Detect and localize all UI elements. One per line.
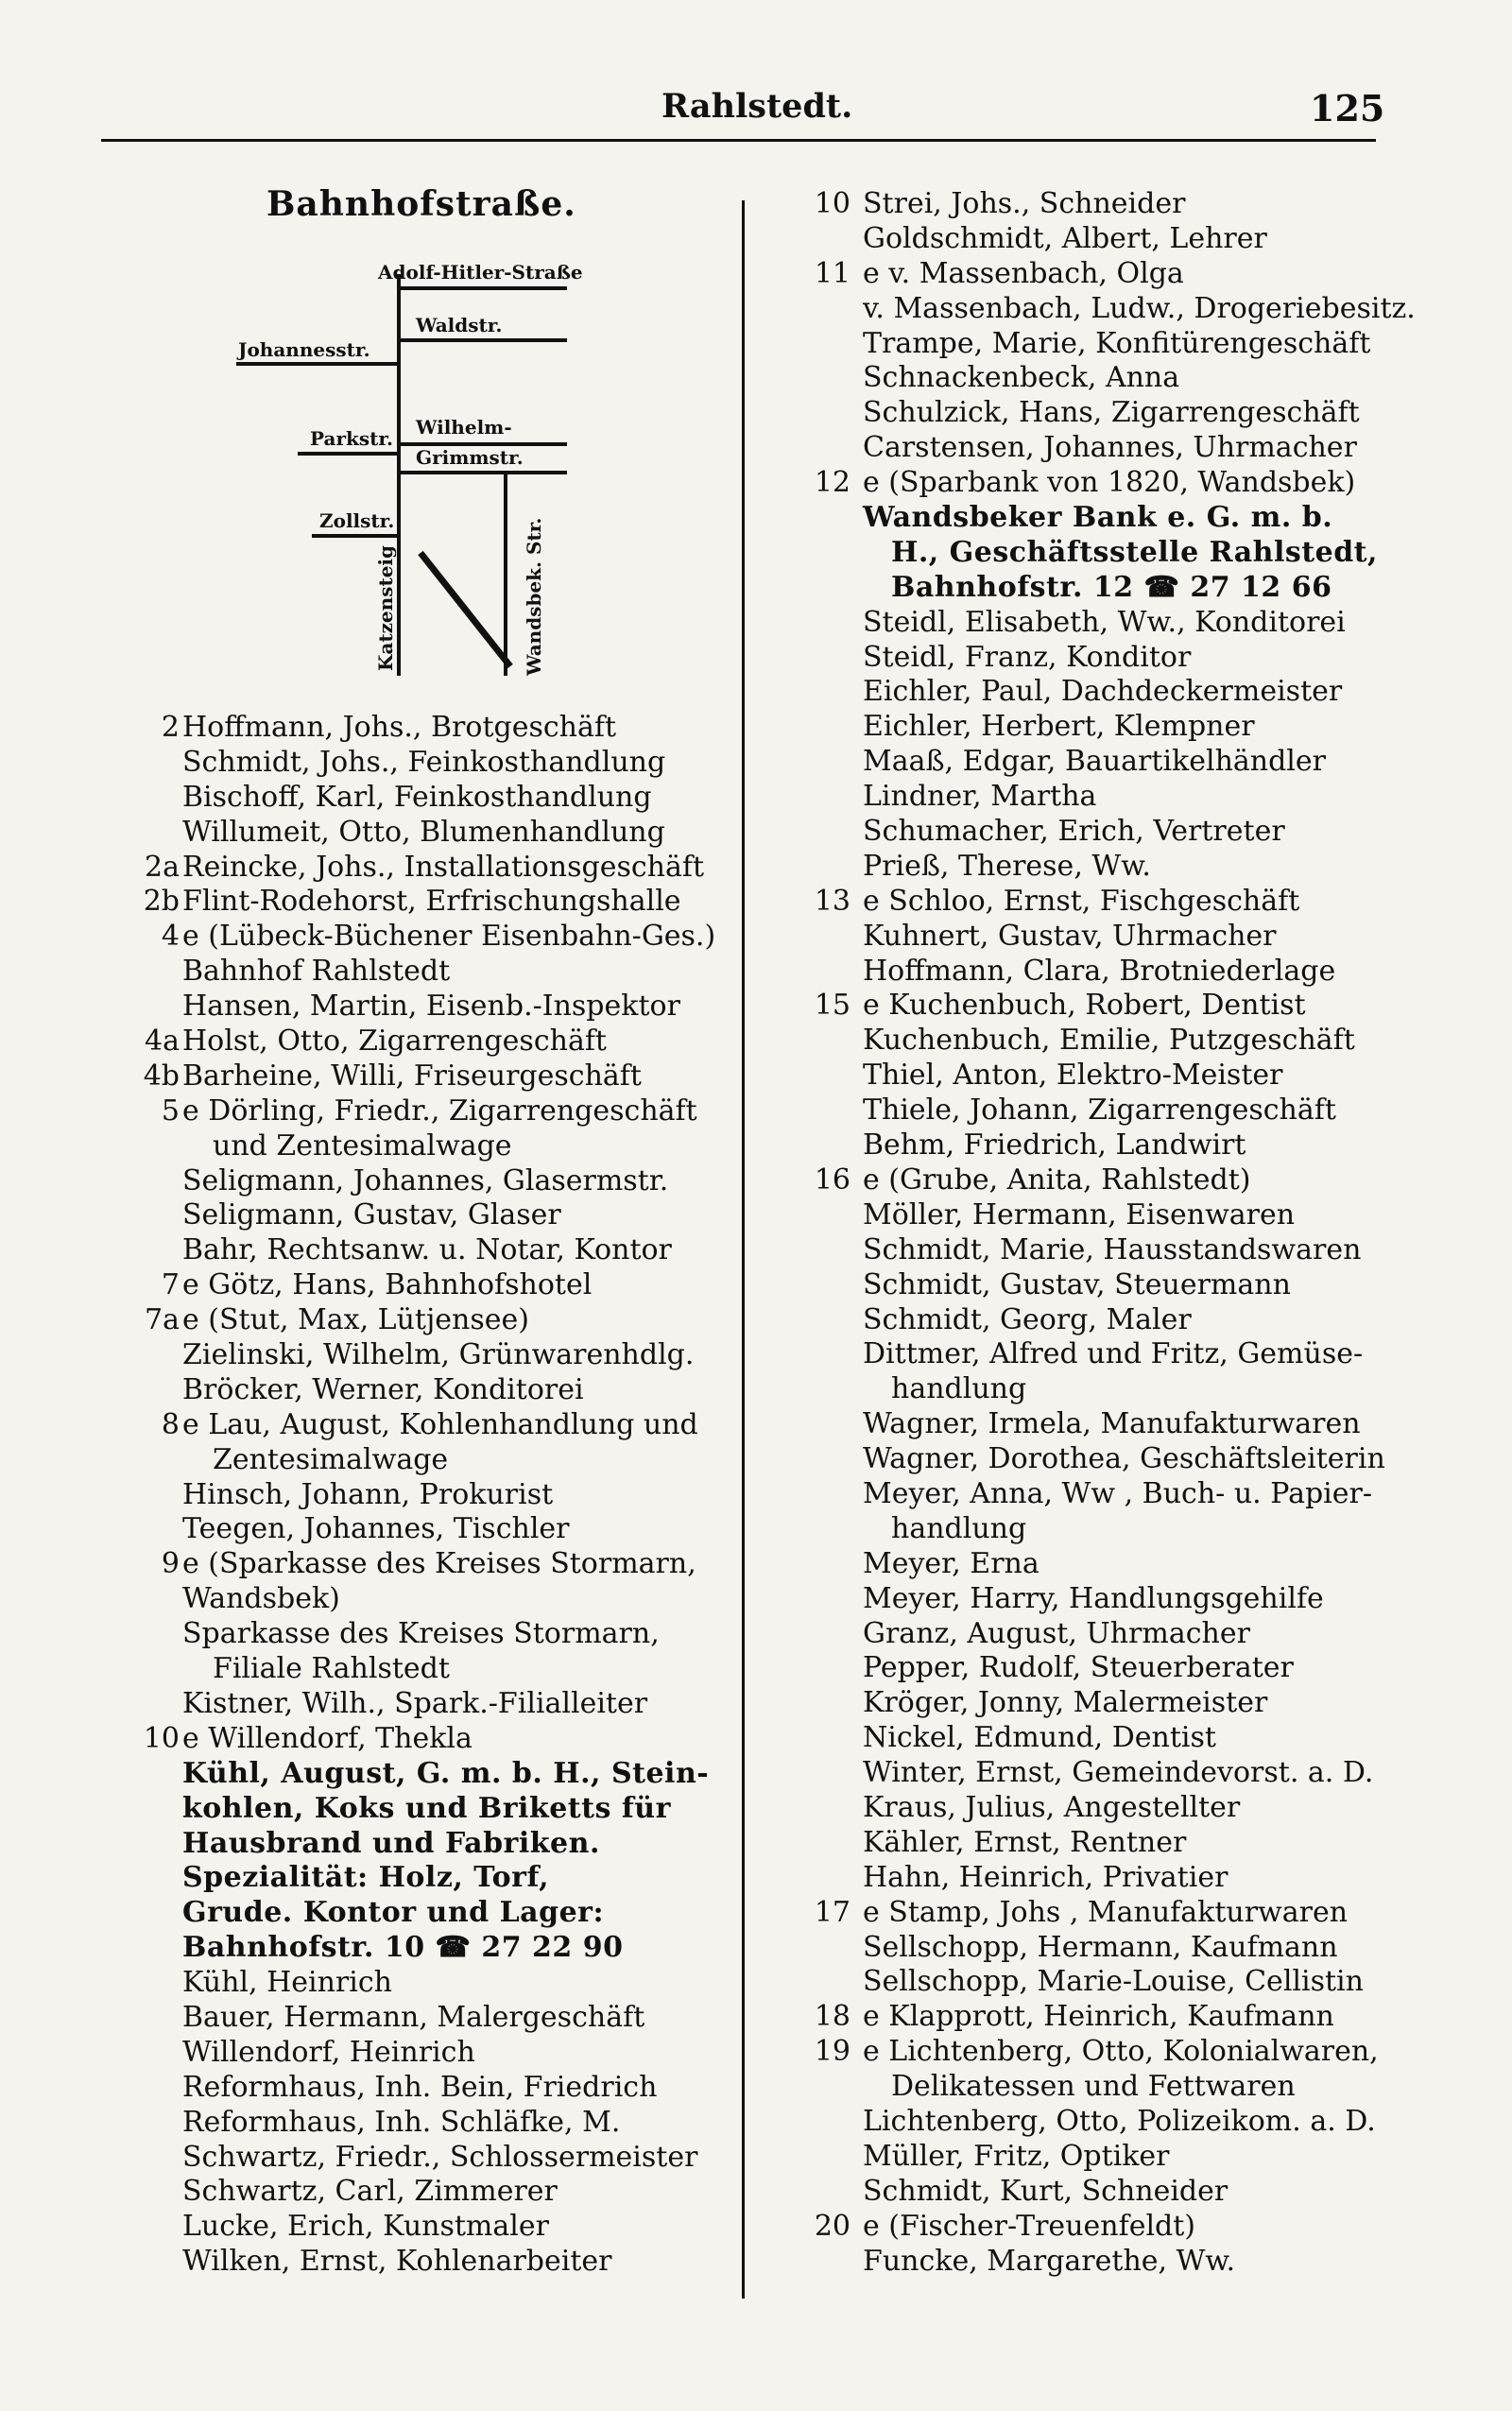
directory-entry (756, 222, 1436, 257)
entry-text: Nickel, Edmund, Dentist (863, 1721, 1216, 1755)
directory-entry (0, 1792, 742, 1827)
directory-entry (0, 816, 742, 851)
entry-text: e (Grube, Anita, Rahlstedt) (863, 1162, 1251, 1197)
entry-text: Filiale Rahlstedt (213, 1652, 450, 1686)
street-map (236, 241, 633, 685)
right-column (756, 187, 1436, 2279)
map-label-wandsbek: Wandsbek. Str. (523, 517, 545, 676)
directory-entry (756, 1582, 1436, 1617)
directory-entry (0, 1268, 742, 1303)
house-number: 20 (814, 2209, 850, 2243)
directory-entry (0, 1303, 742, 1338)
map-label-zollstr: Zollstr. (319, 509, 395, 532)
entry-text: e Lichtenberg, Otto, Kolonialwaren, (863, 2035, 1379, 2069)
entry-text: H., Geschäftsstelle Rahlstedt, (891, 535, 1378, 569)
entry-text: Winter, Ernst, Gemeindevorst. a. D. (863, 1756, 1374, 1790)
entry-text: e Willendorf, Thekla (182, 1721, 472, 1755)
directory-entry (756, 1024, 1436, 1059)
entry-text: Flint-Rodehorst, Erfrischungshalle (182, 885, 681, 919)
directory-entry (0, 920, 742, 955)
directory-entry (756, 606, 1436, 641)
entry-text: Thiele, Johann, Zigarrengeschäft (863, 1094, 1336, 1128)
directory-entry (756, 361, 1436, 396)
directory-entry (756, 1931, 1436, 1966)
map-label-adolf: Adolf-Hitler-Straße (378, 261, 583, 284)
directory-entry (0, 1164, 742, 1199)
entry-text: Willendorf, Heinrich (182, 2035, 475, 2069)
directory-entry (0, 2106, 742, 2141)
directory-entry (756, 1372, 1436, 1407)
entry-text: Zielinski, Wilhelm, Grünwarenhdlg. (182, 1338, 695, 1372)
entry-text: Kröger, Jonny, Malermeister (863, 1686, 1268, 1720)
directory-entry (0, 1931, 742, 1966)
directory-entry (756, 885, 1436, 920)
map-label-grimmstr: Grimmstr. (416, 446, 524, 469)
house-number: 4a (145, 1025, 180, 1059)
directory-entry (756, 396, 1436, 431)
directory-entry (0, 1233, 742, 1268)
entry-text: Schmidt, Johs., Feinkosthandlung (182, 745, 666, 779)
entry-text: handlung (891, 1511, 1027, 1545)
entry-text: Zentesimalwage (213, 1442, 449, 1476)
entry-text: Hansen, Martin, Eisenb.-Inspektor (182, 990, 680, 1024)
directory-entry (756, 1059, 1436, 1094)
entry-text: Dittmer, Alfred und Fritz, Gemüse- (863, 1337, 1364, 1371)
entry-text: Kühl, August, G. m. b. H., Stein- (182, 1756, 710, 1790)
directory-entry (756, 292, 1436, 327)
directory-entry (0, 885, 742, 920)
directory-entry (0, 1757, 742, 1792)
entry-text: Kraus, Julius, Angestellter (863, 1790, 1241, 1824)
entry-text: Thiel, Anton, Elektro-Meister (863, 1059, 1283, 1093)
directory-entry (756, 1128, 1436, 1163)
directory-entry (756, 536, 1436, 571)
entry-text: Hoffmann, Clara, Brotniederlage (863, 954, 1336, 988)
entry-text: Pepper, Rudolf, Steuerberater (863, 1651, 1294, 1685)
directory-entry (756, 2000, 1436, 2035)
entry-text: Meyer, Erna (863, 1546, 1040, 1580)
entry-text: und Zentesimalwage (213, 1128, 512, 1162)
directory-entry (756, 1198, 1436, 1233)
entry-text: e Götz, Hans, Bahnhofshotel (182, 1268, 593, 1302)
entry-text: Bahnhof Rahlstedt (182, 955, 451, 989)
entry-text: Reformhaus, Inh. Bein, Friedrich (182, 2070, 658, 2104)
entry-text: Schwartz, Carl, Zimmerer (182, 2175, 558, 2209)
house-number: 2b (143, 885, 180, 919)
entry-text: Eichler, Paul, Dachdeckermeister (863, 675, 1343, 709)
street-title: Bahnhofstraße. (266, 184, 576, 224)
directory-entry (0, 955, 742, 990)
directory-entry (756, 2175, 1436, 2210)
directory-entry (756, 2070, 1436, 2105)
directory-entry (756, 675, 1436, 710)
entry-text: e Klapprott, Heinrich, Kaufmann (863, 2000, 1334, 2034)
entry-text: Kähler, Ernst, Rentner (863, 1825, 1187, 1859)
entry-text: Eichler, Herbert, Klempner (863, 710, 1255, 744)
directory-entry (756, 1547, 1436, 1582)
directory-entry (756, 257, 1436, 292)
house-number: 2 (161, 711, 180, 744)
directory-entry (0, 1966, 742, 2001)
directory-entry (756, 1756, 1436, 1791)
entry-text: e Stamp, Johs , Manufakturwaren (863, 1895, 1349, 1929)
header-title: Rahlstedt. (662, 87, 853, 126)
directory-entry (0, 990, 742, 1025)
entry-text: Teegen, Johannes, Tischler (182, 1512, 570, 1546)
entry-text: Meyer, Harry, Handlungsgehilfe (863, 1581, 1324, 1615)
directory-entry (0, 746, 742, 781)
entry-text: e v. Massenbach, Olga (863, 256, 1184, 290)
entry-text: handlung (891, 1372, 1027, 1406)
directory-entry (0, 1478, 742, 1513)
house-number: 7a (145, 1303, 180, 1337)
entry-text: Holst, Otto, Zigarrengeschäft (182, 1025, 607, 1059)
directory-entry (756, 745, 1436, 780)
entry-text: Bahnhofstr. 10 ☎ 27 22 90 (182, 1931, 624, 1965)
entry-text: Steidl, Franz, Konditor (863, 640, 1192, 674)
directory-entry (0, 1582, 742, 1617)
entry-text: Prieß, Therese, Ww. (863, 849, 1151, 883)
entry-text: Trampe, Marie, Konfitürengeschäft (863, 326, 1371, 360)
directory-entry (0, 1722, 742, 1757)
entry-text: Sparkasse des Kreises Stormarn, (182, 1617, 660, 1651)
entry-text: Möller, Hermann, Eisenwaren (863, 1197, 1296, 1231)
directory-entry (0, 711, 742, 746)
directory-entry (756, 1303, 1436, 1338)
entry-text: e (Sparkasse des Kreises Stormarn, (182, 1547, 696, 1581)
directory-entry (0, 1861, 742, 1896)
page-number: 125 (1310, 87, 1385, 129)
directory-entry (756, 1965, 1436, 2000)
house-number: 4b (143, 1059, 180, 1093)
entry-text: Spezialität: Holz, Torf, (182, 1861, 550, 1895)
directory-entry (756, 815, 1436, 850)
house-number: 18 (814, 2000, 850, 2034)
directory-entry (756, 955, 1436, 990)
entry-text: Kühl, Heinrich (182, 1966, 392, 2000)
directory-entry (756, 710, 1436, 745)
entry-text: Sellschopp, Hermann, Kaufmann (863, 1930, 1338, 1964)
entry-text: e Dörling, Friedr., Zigarrengeschäft (182, 1094, 697, 1128)
entry-text: Schmidt, Kurt, Schneider (863, 2174, 1228, 2208)
entry-text: e (Fischer-Treuenfeldt) (863, 2209, 1196, 2243)
entry-text: e (Stut, Max, Lütjensee) (182, 1303, 529, 1337)
entry-text: Delikatessen und Fettwaren (891, 2070, 1296, 2104)
entry-text: Wandsbek) (182, 1582, 340, 1616)
directory-entry (0, 1129, 742, 1164)
house-number: 15 (814, 989, 850, 1023)
entry-text: v. Massenbach, Ludw., Drogeriebesitz. (863, 291, 1416, 325)
directory-entry (756, 2210, 1436, 2245)
entry-text: Schmidt, Georg, Maler (863, 1302, 1192, 1336)
entry-text: Goldschmidt, Albert, Lehrer (863, 221, 1267, 255)
entry-text: Bröcker, Werner, Konditorei (182, 1372, 584, 1406)
map-label-johannesstr: Johannesstr. (238, 338, 370, 361)
directory-entry (756, 2105, 1436, 2140)
map-label-parkstr: Parkstr. (310, 427, 394, 450)
entry-text: Kuhnert, Gustav, Uhrmacher (863, 919, 1277, 953)
entry-text: Schmidt, Gustav, Steuermann (863, 1267, 1291, 1301)
entry-text: Strei, Johs., Schneider (863, 187, 1186, 220)
directory-entry (0, 781, 742, 816)
house-number: 12 (814, 466, 850, 500)
entry-text: Reformhaus, Inh. Schläfke, M. (182, 2105, 621, 2139)
directory-entry (756, 187, 1436, 222)
house-number: 13 (814, 884, 850, 918)
entry-text: Funcke, Margarethe, Ww. (863, 2244, 1236, 2278)
entry-text: e (Sparbank von 1820, Wandsbek) (863, 466, 1356, 500)
entry-text: Lucke, Erich, Kunstmaler (182, 2210, 549, 2244)
directory-entry (0, 1896, 742, 1931)
entry-text: Bahr, Rechtsanw. u. Notar, Kontor (182, 1233, 672, 1267)
map-label-katzensteig: Katzensteig (374, 544, 397, 671)
directory-entry (756, 466, 1436, 501)
directory-entry (756, 1617, 1436, 1652)
entry-text: e Lau, August, Kohlenhandlung und (182, 1407, 698, 1441)
house-number: 8 (161, 1407, 180, 1441)
directory-entry (0, 1094, 742, 1129)
directory-entry (756, 501, 1436, 536)
directory-entry (756, 1337, 1436, 1372)
entry-text: Lindner, Martha (863, 780, 1097, 814)
directory-entry (756, 2035, 1436, 2070)
entry-text: Seligmann, Johannes, Glasermstr. (182, 1163, 669, 1197)
entry-text: Schumacher, Erich, Vertreter (863, 815, 1285, 849)
directory-entry (0, 1687, 742, 1722)
house-number: 9 (161, 1547, 180, 1581)
entry-text: Schwartz, Friedr., Schlossermeister (182, 2140, 698, 2174)
house-number: 19 (814, 2035, 850, 2069)
directory-entry (0, 1408, 742, 1443)
entry-text: Reincke, Johs., Installationsgeschäft (182, 850, 705, 884)
entry-text: Steidl, Elisabeth, Ww., Konditorei (863, 605, 1346, 639)
entry-text: Carstensen, Johannes, Uhrmacher (863, 431, 1357, 465)
column-divider (742, 200, 745, 2299)
directory-entry (756, 920, 1436, 955)
map-road-diagonal (421, 553, 510, 666)
entry-text: Meyer, Anna, Ww , Buch- u. Papier- (863, 1476, 1372, 1510)
directory-entry (756, 1407, 1436, 1442)
entry-text: Sellschopp, Marie-Louise, Cellistin (863, 1965, 1364, 1999)
directory-entry (756, 1861, 1436, 1896)
directory-entry (756, 1896, 1436, 1931)
left-column (0, 711, 742, 2280)
entry-text: Bauer, Hermann, Malergeschäft (182, 2000, 645, 2034)
entry-text: Hoffmann, Johs., Brotgeschäft (182, 711, 617, 744)
directory-entry (756, 1651, 1436, 1686)
house-number: 7 (161, 1268, 180, 1302)
entry-text: Schnackenbeck, Anna (863, 361, 1180, 395)
directory-entry (0, 1025, 742, 1059)
directory-entry (756, 1442, 1436, 1477)
directory-entry (0, 1512, 742, 1547)
entry-text: Hinsch, Johann, Prokurist (182, 1477, 554, 1511)
entry-text: e (Lübeck-Büchener Eisenbahn-Ges.) (182, 920, 716, 954)
entry-text: Seligmann, Gustav, Glaser (182, 1198, 561, 1232)
entry-text: Kistner, Wilh., Spark.-Filialleiter (182, 1686, 648, 1720)
directory-entry (756, 1791, 1436, 1826)
directory-entry (0, 2036, 742, 2071)
entry-text: Lichtenberg, Otto, Polizeikom. a. D. (863, 2104, 1376, 2138)
directory-entry (756, 2245, 1436, 2280)
directory-entry (0, 2245, 742, 2280)
entry-text: Maaß, Edgar, Bauartikelhändler (863, 745, 1326, 779)
entry-text: Hahn, Heinrich, Privatier (863, 1860, 1228, 1894)
house-number: 11 (814, 256, 850, 290)
directory-entry (0, 2141, 742, 2176)
entry-text: e Schloo, Ernst, Fischgeschäft (863, 884, 1300, 918)
entry-text: Behm, Friedrich, Landwirt (863, 1128, 1246, 1162)
directory-entry (0, 1547, 742, 1582)
directory-entry (756, 1477, 1436, 1512)
entry-text: Schulzick, Hans, Zigarrengeschäft (863, 396, 1360, 430)
directory-entry (0, 1617, 742, 1652)
entry-text: Müller, Fritz, Optiker (863, 2139, 1170, 2173)
house-number: 10 (143, 1721, 180, 1755)
entry-text: Wagner, Dorothea, Geschäftsleiterin (863, 1442, 1385, 1476)
house-number: 2a (145, 850, 180, 884)
directory-entry (756, 1163, 1436, 1198)
directory-entry (756, 1826, 1436, 1861)
entry-text: e Kuchenbuch, Robert, Dentist (863, 989, 1306, 1023)
directory-entry (756, 641, 1436, 676)
entry-text: kohlen, Koks und Briketts für (182, 1791, 671, 1825)
house-number: 4 (161, 920, 180, 954)
entry-text: Wilken, Ernst, Kohlenarbeiter (182, 2245, 612, 2279)
entry-text: Wandsbeker Bank e. G. m. b. (863, 501, 1333, 535)
directory-entry (756, 1233, 1436, 1268)
entry-text: Grude. Kontor und Lager: (182, 1896, 605, 1930)
directory-entry (756, 2140, 1436, 2175)
directory-entry (0, 1652, 742, 1687)
house-number: 10 (814, 187, 850, 220)
house-number: 5 (161, 1094, 180, 1128)
directory-entry (0, 2175, 742, 2210)
house-number: 16 (814, 1162, 850, 1197)
directory-entry (756, 1512, 1436, 1547)
entry-text: Bahnhofstr. 12 ☎ 27 12 66 (891, 570, 1332, 604)
directory-entry (0, 2210, 742, 2245)
directory-entry (0, 1443, 742, 1478)
directory-entry (756, 850, 1436, 885)
directory-entry (0, 1198, 742, 1233)
directory-entry (756, 989, 1436, 1024)
map-label-waldstr: Waldstr. (416, 314, 503, 336)
house-number: 17 (814, 1895, 850, 1929)
map-label-wilhelm: Wilhelm- (416, 416, 512, 439)
header-rule (101, 139, 1376, 142)
directory-entry (0, 851, 742, 886)
directory-entry (0, 1373, 742, 1408)
entry-text: Bischoff, Karl, Feinkosthandlung (182, 780, 652, 814)
directory-entry (0, 1338, 742, 1373)
entry-text: Hausbrand und Fabriken. (182, 1826, 600, 1860)
directory-entry (756, 327, 1436, 362)
directory-entry (0, 2071, 742, 2106)
entry-text: Granz, August, Uhrmacher (863, 1616, 1250, 1650)
directory-entry (756, 1686, 1436, 1721)
directory-entry (756, 1721, 1436, 1756)
directory-entry (0, 2001, 742, 2036)
entry-text: Schmidt, Marie, Hausstandswaren (863, 1232, 1362, 1266)
directory-entry (0, 1059, 742, 1094)
entry-text: Willumeit, Otto, Blumenhandlung (182, 815, 665, 849)
directory-entry (756, 431, 1436, 466)
directory-entry (0, 1827, 742, 1862)
entry-text: Kuchenbuch, Emilie, Putzgeschäft (863, 1024, 1355, 1058)
directory-entry (756, 571, 1436, 606)
entry-text: Barheine, Willi, Friseurgeschäft (182, 1059, 642, 1093)
entry-text: Wagner, Irmela, Manufakturwaren (863, 1407, 1361, 1441)
directory-entry (756, 780, 1436, 815)
directory-entry (756, 1268, 1436, 1303)
directory-entry (756, 1094, 1436, 1128)
